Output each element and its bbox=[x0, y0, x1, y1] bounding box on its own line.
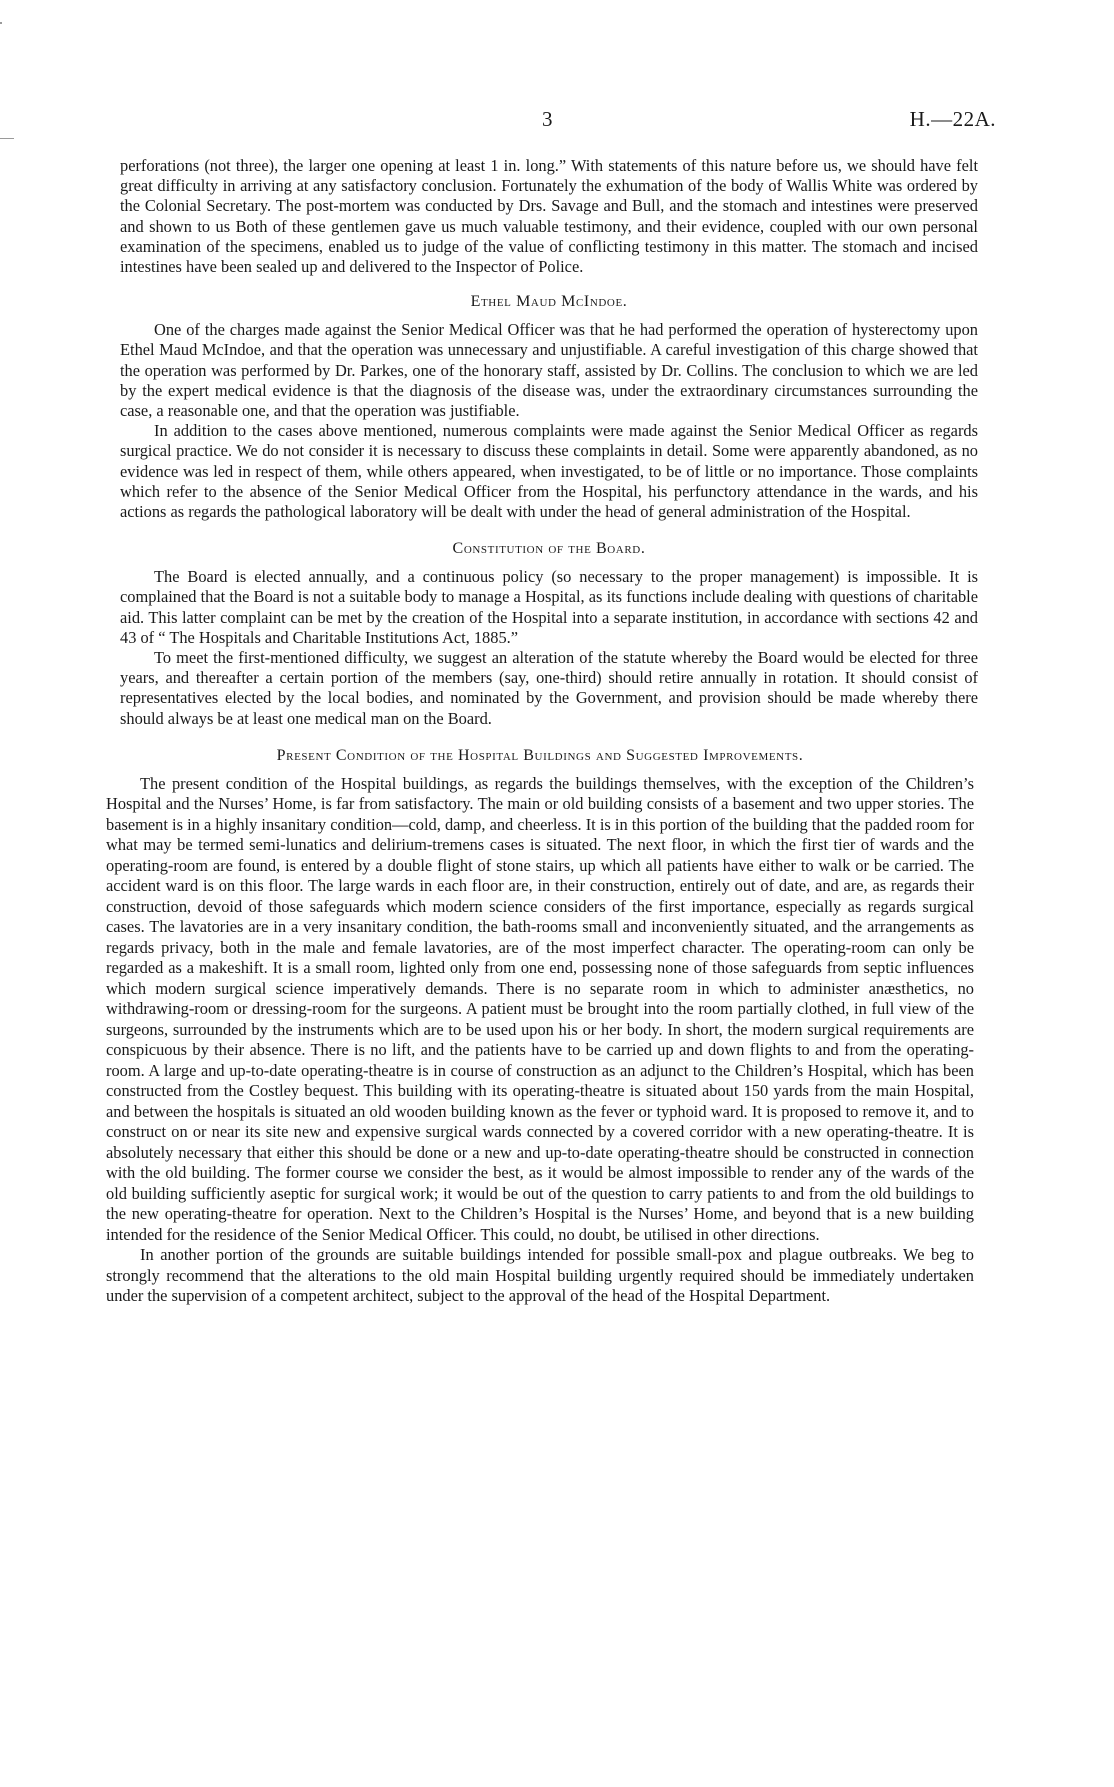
present-condition-paragraph-1: The present condition of the Hospital buildings, as regards the buildings themselves, with the exception of the Children’s Hospital and the Nurses’ Home, is far from satisfactory. The main or old building consists of a basement and two upper stories. The basement is in a highly insanitary condition—cold, damp, and cheerless. It is in this portion of the building that the padded room for what may be termed semi-lunatics and delirium-tremens cases is situated. The next floor, in which the first tier of wards and the operating-room are found, is entered by a double flight of stone stairs, up which all patients have either to walk or be carried. The accident ward is on this floor. The large wards in each floor are, in their construction, entirely out of date, and are, as regards their construction, devoid of those safeguards which modern science considers of the first importance, especially as regards surgical cases. The lavatories are in a very insanitary condition, the bath-rooms small and inconveniently situated, and the arrangements as regards privacy, both in the male and female lavatories, are of the most imperfect character. The operating-room can only be regarded as a makeshift. It is a small room, lighted only from one end, possessing none of those safeguards from septic influences which modern surgical science imperatively demands. There is no separate room in which to administer anæsthetics, no withdrawing-room or dressing-room for the surgeons. A patient must be brought into the room partially clothed, in full view of the surgeons, surrounded by the instruments which are to be used upon his or her body. In short, the modern surgical requirements are conspicuous by their absence. There is no lift, and the patients have to be carried up and down flights to and from the operating-room. A large and up-to-date operating-theatre is in course of construction as an adjunct to the Children’s Hospital, which has been constructed from the Costley bequest. This building with its operating-theatre is situated about 150 yards from the main Hospital, and between the hospitals is situated an old wooden building known as the fever or typhoid ward. It is proposed to remove it, and to construct on or near its site new and expensive surgical wards connected by a covered corridor with a new operating-theatre. It is absolutely necessary that either this should be done or a new and up-to-date operating-theatre should be constructed in connection with the old building. The former course we consider the best, as it would be almost impossible to render any of the wards of the old building sufficiently aseptic for surgical work; it would be out of the question to carry patients to and from the old buildings to the new operating-theatre for operation. Next to the Children’s Hospital is the Nurses’ Home, and beyond that is a new building intended for the residence of the Senior Medical Officer. This could, no doubt, be utilised in other directions. bbox=[106, 773, 974, 1244]
constitution-paragraph-1: The Board is elected annually, and a continuous policy (so necessary to the proper management) is impossible. It is complained that the Board is not a suitable body to manage a Hospital, as its functions include dealing with questions of charitable aid. This latter complaint can be met by the creation of the Hospital into a separate institution, in accordance with sections 42 and 43 of “ The Hospitals and Charitable Institutions Act, 1885.” bbox=[120, 567, 978, 647]
section-heading-constitution-of-the-board: Constitution of the Board. bbox=[452, 540, 646, 558]
scan-edge-mark bbox=[0, 138, 14, 139]
constitution-paragraph-2: To meet the first-mentioned difficulty, we suggest an alteration of the statute whereby the Board would be elected for three years, and thereafter a certain portion of the members (say, one-third) should retire annually in rotation. It should consist of representatives elected by the local bodies, and nominated by the Government, and provision should be made whereby there should always be at least one medical man on the Board. bbox=[120, 648, 978, 728]
present-condition-paragraph-2: In another portion of the grounds are suitable buildings intended for possible small-pox and plague outbreaks. We beg to strongly recommend that the alterations to the old main Hospital building urgently required should be immediately undertaken under the supervision of a competent architect, subject to the approval of the head of the Hospital Department. bbox=[106, 1245, 974, 1306]
present-condition-section bbox=[106, 746, 974, 1307]
ethel-paragraph-2: In addition to the cases above mentioned, numerous complaints were made against the Senior Medical Officer as regards surgical practice. We do not consider it is necessary to discuss these complaints in detail. Some were apparently abandoned, as no evidence was led in respect of them, while others appeared, when investigated, to be of little or no importance. Those complaints which refer to the absence of the Senior Medical Officer from the Hospital, his perfunctory attendance in the wards, and his actions as regards the pathological laboratory will be dealt with under the head of general administration of the Hospital. bbox=[120, 421, 978, 522]
continuation-paragraph: perforations (not three), the larger one opening at least 1 in. long.” With statements of this nature before us, we should have felt great difficulty in arriving at any satisfactory conclusion. Fortunately the exhumation of the body of Wallis White was ordered by the Colonial Secretary. The post-mortem was conducted by Drs. Savage and Bull, and the stomach and intestines were preserved and shown to us Both of these gentlemen gave us much valuable testimony, and their evidence, coupled with our own personal examination of the specimens, enabled us to judge of the value of conflicting testimony in this matter. The stomach and incised intestines have been sealed up and delivered to the Inspector of Police. bbox=[120, 156, 978, 277]
section-heading-present-condition: Present Condition of the Hospital Buildings and Suggested Improvements. bbox=[276, 746, 804, 764]
document-code: H.—22A. bbox=[909, 107, 996, 131]
section-heading-ethel-maud-mcindoe: Ethel Maud McIndoe. bbox=[470, 293, 628, 311]
page-body bbox=[106, 156, 978, 1307]
page-number: 3 bbox=[542, 107, 553, 131]
ethel-paragraph-1: One of the charges made against the Senior Medical Officer was that he had performed the operation of hysterectomy upon Ethel Maud McIndoe, and that the operation was unnecessary and unjustifiable. A careful investigation of this charge showed that the operation was performed by Dr. Parkes, one of the honorary staff, assisted by Dr. Collins. The conclusion to which we are led by the expert medical evidence is that the diagnosis of the disease was, under the extraordinary circumstances surrounding the case, a reasonable one, and that the operation was justifiable. bbox=[120, 320, 978, 421]
scan-edge-dot bbox=[0, 22, 2, 24]
